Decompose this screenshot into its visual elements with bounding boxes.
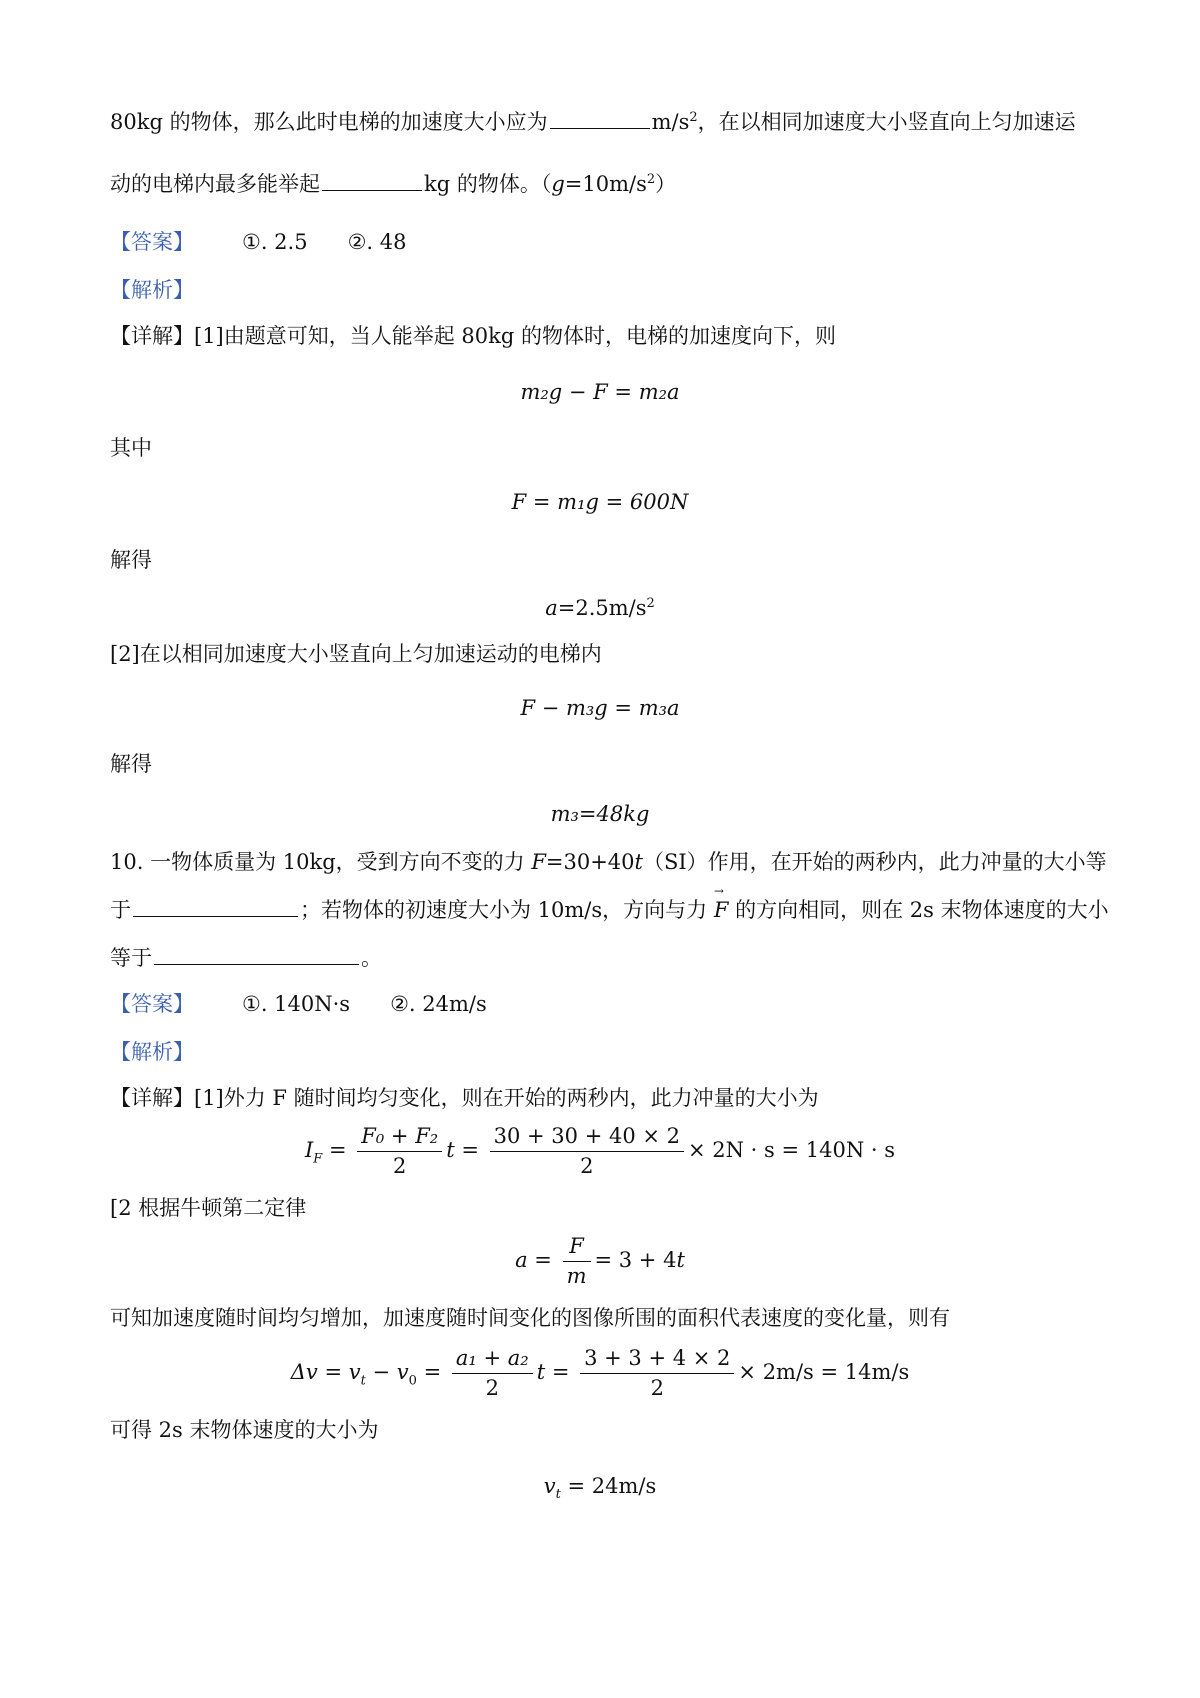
analysis-tag: 【解析】: [110, 1040, 194, 1064]
q10-answer-line: [110, 992, 487, 1017]
answer-blank-4: [154, 963, 359, 965]
q9-answer-line: [110, 230, 406, 255]
detail-tag: 【详解】: [110, 324, 194, 348]
answer-1: ①. 2.5: [242, 230, 308, 254]
detail-text: [1]外力 F 随时间均匀变化，则在开始的两秒内，此力冲量的大小为: [194, 1086, 819, 1110]
fraction: $\frac{\text{F₀ + F₂}}{2}$: [357, 1124, 442, 1179]
q9-line1-text: 80kg 的物体，那么此时电梯的加速度大小应为: [110, 110, 548, 134]
equation-4: F − m₃g = m₃a: [520, 696, 680, 720]
q9-text-line1: [110, 110, 1076, 135]
unit-text: m/s: [651, 110, 690, 134]
q10-text-line2: 于 ；若物体的初速度大小为 10m/s，方向与力 → F 的方向相同，则在 2s 末物体速度的大小: [110, 898, 1109, 923]
fraction: $\frac{F}{m}$: [563, 1234, 591, 1289]
q9-line2-text-b: kg 的物体。（: [424, 172, 552, 196]
q9-text-line2: [110, 172, 676, 197]
fraction: $\frac{\text{a₁ + a₂}}{2}$: [452, 1346, 533, 1401]
q9-detail-line: [110, 324, 836, 349]
answer-blank-2: [322, 189, 422, 191]
equation-5: m₃=48kg: [550, 802, 650, 826]
detail-text: [1]由题意可知，当人能举起 80kg 的物体时，电梯的加速度向下，则: [194, 324, 836, 348]
equation-1: m₂g − F = m₂a: [520, 380, 680, 404]
equation-3: $a=2.5m/s^2$: [545, 596, 655, 620]
answer-1: ①. 140N·s: [242, 992, 351, 1016]
q10-detail-line: [110, 1086, 819, 1111]
answer-tag: 【答案】: [110, 230, 194, 254]
equation-2: F = m₁g = 600N: [511, 490, 689, 514]
force-vector-symbol: → F: [714, 898, 729, 923]
q9-line2-close: ）: [655, 172, 677, 196]
equation-final: $v_t = 24m/s$: [543, 1474, 657, 1503]
answer-2: ②. 48: [347, 230, 407, 254]
q9-line1-text-b: ，在以相同加速度大小竖直向上匀加速运: [697, 110, 1076, 134]
fraction: $\frac{3 + 3 + 4 \times 2}{2}$: [580, 1346, 734, 1401]
equation-impulse: $I_F$ = $\frac{\text{F₀ + F₂}}{2}$ t = $\frac{30 + 30 + 40 \times 2}{2}$ × 2N · s = 140N · s: [304, 1124, 896, 1179]
q10-analysis-line: [110, 1040, 194, 1065]
answer-tag: 【答案】: [110, 992, 194, 1016]
q9-analysis-line: [110, 278, 194, 303]
equation-delta-v: $\Delta v = v_t - v_0$ = $\frac{\text{a₁ + a₂}}{2}$ t = $\frac{3 + 3 + 4 \times 2}{2}$ × 2m/s = 14m/s: [290, 1346, 910, 1401]
qizhong-text: 其中: [110, 436, 152, 460]
q9-line2-text: 动的电梯内最多能举起: [110, 172, 320, 196]
q10-text-line3: 等于 。: [110, 946, 382, 970]
answer-blank-1: [550, 127, 650, 129]
detail-text-2: [2]在以相同加速度大小竖直向上匀加速运动的电梯内: [110, 642, 602, 666]
unit-exponent: 2: [689, 110, 698, 125]
jiede-text-1: 解得: [110, 548, 152, 572]
newton-text: [2 根据牛顿第二定律: [110, 1196, 307, 1220]
g-symbol: g: [551, 172, 565, 196]
result-text: 可得 2s 末物体速度的大小为: [110, 1418, 379, 1442]
jiede-text-2: 解得: [110, 752, 152, 776]
answer-blank-3: [133, 915, 298, 917]
g-exponent: 2: [646, 172, 656, 187]
answer-2: ②. 24m/s: [390, 992, 487, 1016]
detail-tag: 【详解】: [110, 1086, 194, 1110]
g-value: =10m/s: [564, 172, 647, 196]
analysis-tag: 【解析】: [110, 278, 194, 302]
fraction: $\frac{30 + 30 + 40 \times 2}{2}$: [490, 1124, 684, 1179]
area-text: 可知加速度随时间均匀增加，加速度随时间变化的图像所围的面积代表速度的变化量，则有: [110, 1306, 950, 1330]
equation-acceleration: a = $\frac{F}{m}$ = 3 + 4t: [515, 1234, 685, 1289]
q10-text-line1: 10. 一物体质量为 10kg，受到方向不变的力 F=30+40t（SI）作用，在开始的两秒内，此力冲量的大小等: [110, 850, 1107, 874]
